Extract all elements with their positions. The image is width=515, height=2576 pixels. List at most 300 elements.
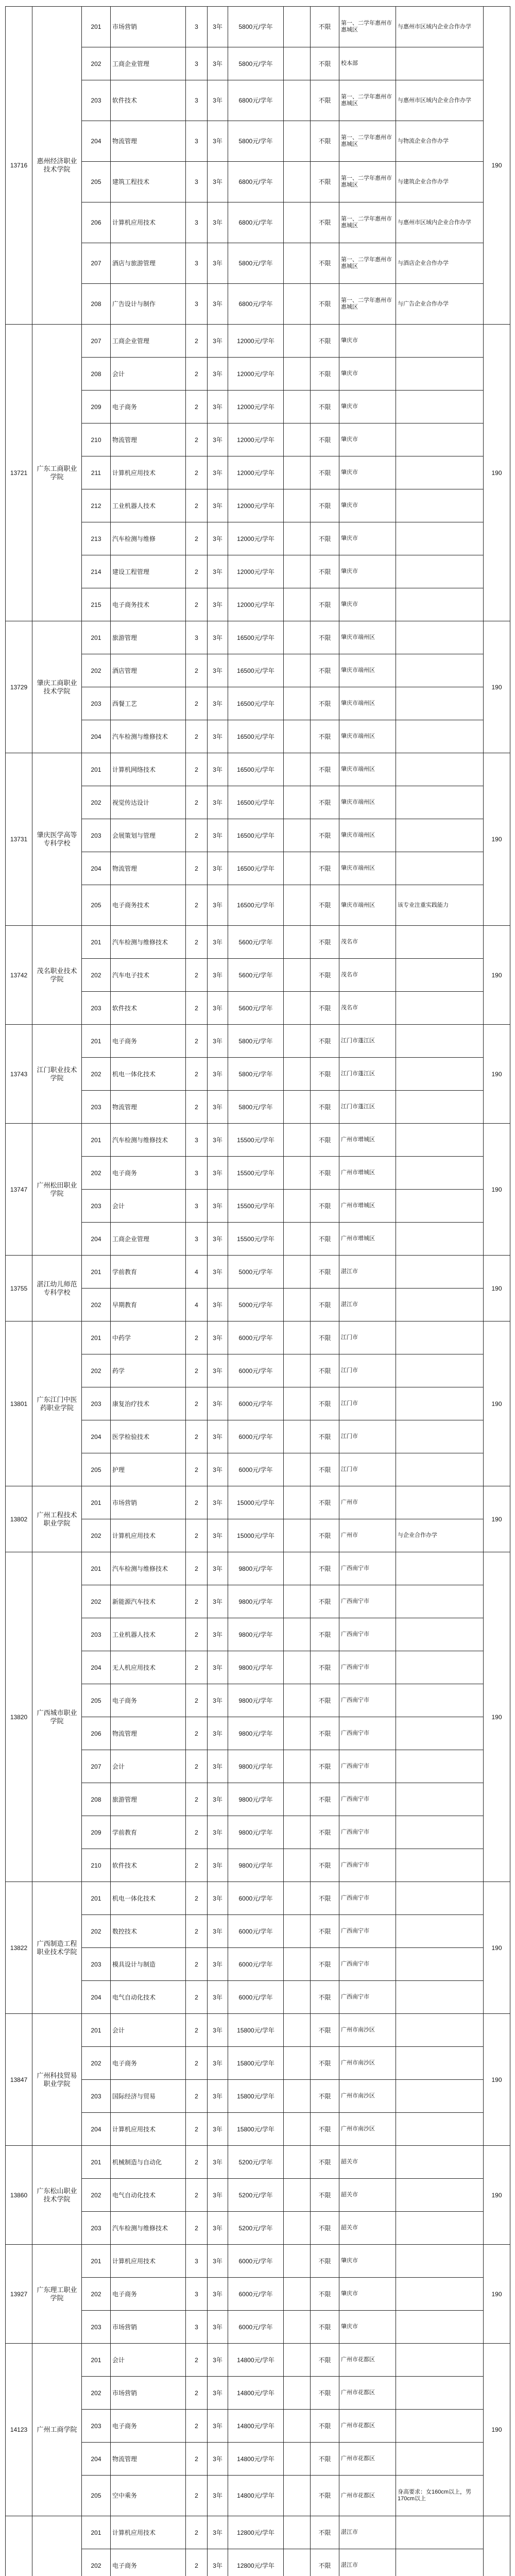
tuition-cell: 15500元/学年 [228,1223,284,1256]
physical-requirement-cell: 不限 [311,2080,339,2113]
remark-cell [284,1025,311,1058]
duration-cell: 3年 [208,852,228,885]
tuition-cell: 16500元/学年 [228,720,284,753]
plan-count-cell: 2 [186,2014,208,2047]
major-code-cell: 201 [82,2516,111,2549]
major-note-cell [396,852,484,885]
major-code-cell: 204 [82,720,111,753]
duration-cell: 3年 [208,2278,228,2311]
tuition-cell: 5600元/学年 [228,959,284,992]
tuition-cell: 15000元/学年 [228,1519,284,1552]
major-name-cell: 无人机应用技术 [111,1651,186,1684]
major-note-cell: 与惠州市区域内企业合作办学 [396,80,484,121]
location-cell: 广西南宁市 [339,1618,396,1651]
duration-cell: 3年 [208,1915,228,1948]
major-note-cell [396,2080,484,2113]
major-code-cell: 201 [82,1882,111,1915]
duration-cell: 3年 [208,1091,228,1124]
plan-count-cell: 2 [186,1684,208,1717]
location-cell: 韶关市 [339,2179,396,2212]
plan-count-cell: 2 [186,2179,208,2212]
location-cell: 肇庆市 [339,555,396,588]
duration-cell: 3年 [208,926,228,959]
remark-cell [284,1091,311,1124]
remark-cell [284,2344,311,2377]
remark-cell [284,1618,311,1651]
major-note-cell [396,2344,484,2377]
plan-count-cell: 2 [186,687,208,720]
remark-cell [284,2377,311,2410]
tuition-cell: 9800元/学年 [228,1552,284,1585]
remark-cell [284,1849,311,1882]
plan-count-cell: 2 [186,720,208,753]
tuition-cell: 16500元/学年 [228,885,284,926]
major-name-cell: 早期教育 [111,1289,186,1321]
remark-cell [284,786,311,819]
plan-count-cell: 2 [186,489,208,522]
remark-cell [284,121,311,162]
plan-count-cell: 2 [186,1882,208,1915]
remark-cell [284,992,311,1025]
tuition-cell: 5200元/学年 [228,2146,284,2179]
tuition-cell: 6000元/学年 [228,1387,284,1420]
physical-requirement-cell: 不限 [311,1816,339,1849]
duration-cell: 3年 [208,325,228,358]
major-note-cell [396,621,484,654]
table-row [6,621,510,654]
physical-requirement-cell: 不限 [311,423,339,456]
school-code-cell: 13820 [6,1552,32,1882]
plan-count-cell: 2 [186,1354,208,1387]
location-cell: 江门市 [339,1387,396,1420]
major-code-cell: 204 [82,1420,111,1453]
major-name-cell: 药学 [111,1354,186,1387]
major-code-cell: 209 [82,1816,111,1849]
remark-cell [284,654,311,687]
school-name-cell: 广东松山职业技术学院 [32,2146,82,2245]
plan-count-cell: 2 [186,1651,208,1684]
physical-requirement-cell: 不限 [311,1486,339,1519]
physical-requirement-cell: 不限 [311,2377,339,2410]
remark-cell [284,80,311,121]
min-score-cell: 190 [484,1025,510,1124]
location-cell: 广西南宁市 [339,1816,396,1849]
remark-cell [284,1321,311,1354]
physical-requirement-cell: 不限 [311,1750,339,1783]
major-name-cell: 会计 [111,2014,186,2047]
school-name-cell: 茂名职业技术学院 [32,926,82,1025]
major-note-cell [396,1717,484,1750]
plan-count-cell: 2 [186,786,208,819]
location-cell: 广州市南沙区 [339,2113,396,2146]
plan-count-cell: 2 [186,456,208,489]
major-name-cell: 空中乘务 [111,2476,186,2516]
plan-count-cell: 3 [186,7,208,47]
physical-requirement-cell: 不限 [311,284,339,325]
duration-cell: 3年 [208,1552,228,1585]
major-code-cell: 201 [82,2245,111,2278]
major-code-cell: 202 [82,786,111,819]
duration-cell: 3年 [208,489,228,522]
admission-plan-document [5,6,510,2576]
physical-requirement-cell: 不限 [311,1321,339,1354]
physical-requirement-cell: 不限 [311,1552,339,1585]
table-row [6,1124,510,1157]
school-name-cell: 广州松田职业学院 [32,1124,82,1256]
location-cell: 肇庆市 [339,358,396,391]
duration-cell: 3年 [208,2047,228,2080]
remark-cell [284,852,311,885]
physical-requirement-cell: 不限 [311,202,339,243]
duration-cell: 3年 [208,1256,228,1289]
location-cell: 肇庆市端州区 [339,621,396,654]
major-code-cell: 201 [82,1025,111,1058]
major-code-cell: 208 [82,284,111,325]
location-cell: 江门市蓬江区 [339,1058,396,1091]
major-name-cell: 会计 [111,2344,186,2377]
major-name-cell: 汽车检测与维修 [111,522,186,555]
tuition-cell: 6000元/学年 [228,1882,284,1915]
major-name-cell: 物流管理 [111,2443,186,2476]
school-code-cell: 13801 [6,1321,32,1486]
min-score-cell [484,2516,510,2576]
major-code-cell: 206 [82,202,111,243]
tuition-cell: 15800元/学年 [228,2047,284,2080]
major-code-cell: 202 [82,1157,111,1190]
major-code-cell: 201 [82,1486,111,1519]
location-cell: 广西南宁市 [339,1948,396,1981]
major-name-cell: 电子商务 [111,2549,186,2576]
major-name-cell: 市场营销 [111,2311,186,2344]
remark-cell [284,1387,311,1420]
major-name-cell: 建设工程管理 [111,555,186,588]
location-cell: 肇庆市端州区 [339,687,396,720]
physical-requirement-cell: 不限 [311,121,339,162]
duration-cell: 3年 [208,1750,228,1783]
remark-cell [284,358,311,391]
tuition-cell: 5800元/学年 [228,1091,284,1124]
duration-cell: 3年 [208,80,228,121]
duration-cell: 3年 [208,2377,228,2410]
major-note-cell [396,720,484,753]
remark-cell [284,555,311,588]
table-body [6,7,510,2576]
major-note-cell: 与酒店企业合作办学 [396,243,484,284]
physical-requirement-cell: 不限 [311,358,339,391]
location-cell: 第一、二学年惠州市惠城区 [339,202,396,243]
physical-requirement-cell: 不限 [311,2476,339,2516]
remark-cell [284,7,311,47]
duration-cell: 3年 [208,1981,228,2014]
physical-requirement-cell: 不限 [311,2245,339,2278]
remark-cell [284,391,311,423]
tuition-cell: 5800元/学年 [228,47,284,80]
school-code-cell: 13743 [6,1025,32,1124]
major-note-cell [396,1816,484,1849]
remark-cell [284,284,311,325]
location-cell: 江门市蓬江区 [339,1025,396,1058]
plan-count-cell: 2 [186,2516,208,2549]
plan-count-cell: 3 [186,162,208,202]
school-name-cell: 广西制造工程职业技术学院 [32,1882,82,2014]
location-cell: 肇庆市 [339,2311,396,2344]
plan-count-cell: 2 [186,1816,208,1849]
major-code-cell: 207 [82,243,111,284]
school-code-cell: 13747 [6,1124,32,1256]
physical-requirement-cell: 不限 [311,687,339,720]
plan-count-cell: 2 [186,2212,208,2245]
physical-requirement-cell: 不限 [311,522,339,555]
physical-requirement-cell: 不限 [311,1157,339,1190]
table-row [6,7,510,47]
remark-cell [284,1585,311,1618]
tuition-cell: 9800元/学年 [228,1684,284,1717]
tuition-cell: 6000元/学年 [228,1354,284,1387]
duration-cell: 3年 [208,7,228,47]
remark-cell [284,1157,311,1190]
school-name-cell: 惠州经济职业技术学院 [32,7,82,325]
physical-requirement-cell: 不限 [311,1453,339,1486]
plan-count-cell: 2 [186,2410,208,2443]
location-cell: 湛江市 [339,2549,396,2576]
duration-cell: 3年 [208,1585,228,1618]
location-cell: 广州市花都区 [339,2377,396,2410]
remark-cell [284,162,311,202]
plan-count-cell: 2 [186,1849,208,1882]
physical-requirement-cell: 不限 [311,959,339,992]
plan-count-cell: 3 [186,284,208,325]
major-note-cell [396,522,484,555]
tuition-cell: 14800元/学年 [228,2476,284,2516]
duration-cell: 3年 [208,2245,228,2278]
major-note-cell [396,1849,484,1882]
remark-cell [284,1354,311,1387]
plan-count-cell: 2 [186,1948,208,1981]
major-note-cell [396,1750,484,1783]
duration-cell: 3年 [208,2179,228,2212]
location-cell: 肇庆市 [339,522,396,555]
tuition-cell: 15500元/学年 [228,1190,284,1223]
major-code-cell: 204 [82,852,111,885]
major-code-cell: 203 [82,992,111,1025]
remark-cell [284,1420,311,1453]
duration-cell: 3年 [208,819,228,852]
location-cell: 肇庆市端州区 [339,885,396,926]
physical-requirement-cell: 不限 [311,1717,339,1750]
tuition-cell: 9800元/学年 [228,1618,284,1651]
major-name-cell: 工业机器人技术 [111,1618,186,1651]
major-code-cell: 202 [82,1354,111,1387]
major-name-cell: 模具设计与制造 [111,1948,186,1981]
major-code-cell: 202 [82,1289,111,1321]
plan-count-cell: 2 [186,391,208,423]
remark-cell [284,2179,311,2212]
major-code-cell: 207 [82,325,111,358]
duration-cell: 3年 [208,2311,228,2344]
tuition-cell: 9800元/学年 [228,1717,284,1750]
remark-cell [284,2080,311,2113]
plan-count-cell: 3 [186,121,208,162]
physical-requirement-cell: 不限 [311,2014,339,2047]
table-row [6,2344,510,2377]
major-name-cell: 电子商务 [111,1025,186,1058]
major-name-cell: 电子商务 [111,2410,186,2443]
plan-count-cell: 2 [186,423,208,456]
duration-cell: 3年 [208,1453,228,1486]
location-cell: 广西南宁市 [339,1882,396,1915]
major-note-cell [396,2549,484,2576]
duration-cell: 3年 [208,1058,228,1091]
tuition-cell: 12000元/学年 [228,588,284,621]
duration-cell: 3年 [208,1651,228,1684]
remark-cell [284,885,311,926]
major-note-cell [396,2410,484,2443]
major-name-cell: 计算机应用技术 [111,2245,186,2278]
major-note-cell [396,2278,484,2311]
tuition-cell: 6000元/学年 [228,2311,284,2344]
remark-cell [284,2146,311,2179]
plan-count-cell: 2 [186,1981,208,2014]
physical-requirement-cell: 不限 [311,1783,339,1816]
duration-cell: 3年 [208,423,228,456]
major-name-cell: 计算机应用技术 [111,1519,186,1552]
duration-cell: 3年 [208,2146,228,2179]
major-name-cell: 电子商务 [111,2278,186,2311]
major-note-cell [396,1552,484,1585]
physical-requirement-cell: 不限 [311,162,339,202]
tuition-cell: 14800元/学年 [228,2410,284,2443]
plan-count-cell: 2 [186,2443,208,2476]
remark-cell [284,1486,311,1519]
major-name-cell: 物流管理 [111,1091,186,1124]
remark-cell [284,47,311,80]
remark-cell [284,1915,311,1948]
major-code-cell: 203 [82,2311,111,2344]
major-note-cell [396,1124,484,1157]
major-code-cell: 201 [82,926,111,959]
min-score-cell: 190 [484,1486,510,1552]
plan-count-cell: 2 [186,1453,208,1486]
major-note-cell [396,456,484,489]
plan-count-cell: 3 [186,243,208,284]
major-code-cell: 201 [82,753,111,786]
physical-requirement-cell: 不限 [311,2443,339,2476]
tuition-cell: 6800元/学年 [228,162,284,202]
duration-cell: 3年 [208,2410,228,2443]
location-cell: 广西南宁市 [339,1783,396,1816]
major-name-cell: 软件技术 [111,992,186,1025]
physical-requirement-cell: 不限 [311,2113,339,2146]
tuition-cell: 6800元/学年 [228,80,284,121]
plan-count-cell: 3 [186,1157,208,1190]
physical-requirement-cell: 不限 [311,720,339,753]
major-name-cell: 电子商务 [111,1157,186,1190]
remark-cell [284,1882,311,1915]
plan-count-cell: 2 [186,1387,208,1420]
major-code-cell: 213 [82,522,111,555]
major-code-cell: 202 [82,2278,111,2311]
major-code-cell: 204 [82,121,111,162]
plan-count-cell: 2 [186,2377,208,2410]
physical-requirement-cell: 不限 [311,819,339,852]
duration-cell: 3年 [208,1684,228,1717]
school-code-cell: 13822 [6,1882,32,2014]
major-name-cell: 会计 [111,1190,186,1223]
school-code-cell [6,2516,32,2576]
physical-requirement-cell: 不限 [311,1948,339,1981]
table-row [6,2516,510,2549]
physical-requirement-cell: 不限 [311,1223,339,1256]
major-name-cell: 会展策划与管理 [111,819,186,852]
remark-cell [284,959,311,992]
physical-requirement-cell: 不限 [311,992,339,1025]
major-name-cell: 医学检验技术 [111,1420,186,1453]
location-cell: 肇庆市端州区 [339,819,396,852]
major-code-cell: 206 [82,1717,111,1750]
location-cell: 肇庆市端州区 [339,753,396,786]
major-code-cell: 203 [82,2410,111,2443]
tuition-cell: 6000元/学年 [228,2278,284,2311]
major-code-cell: 212 [82,489,111,522]
major-code-cell: 207 [82,1750,111,1783]
major-name-cell: 汽车检测与维修技术 [111,926,186,959]
duration-cell: 3年 [208,2080,228,2113]
table-row [6,1321,510,1354]
major-note-cell: 该专业注重实践能力 [396,885,484,926]
duration-cell: 3年 [208,753,228,786]
major-name-cell: 中药学 [111,1321,186,1354]
tuition-cell: 9800元/学年 [228,1849,284,1882]
table-row [6,753,510,786]
major-code-cell: 205 [82,1453,111,1486]
major-note-cell [396,423,484,456]
school-name-cell: 广东江门中医药职业学院 [32,1321,82,1486]
major-name-cell: 电子商务 [111,1684,186,1717]
duration-cell: 3年 [208,1420,228,1453]
plan-count-cell: 3 [186,2311,208,2344]
location-cell: 肇庆市端州区 [339,786,396,819]
physical-requirement-cell: 不限 [311,1354,339,1387]
physical-requirement-cell: 不限 [311,555,339,588]
school-code-cell: 14123 [6,2344,32,2516]
remark-cell [284,926,311,959]
location-cell: 肇庆市 [339,2245,396,2278]
major-name-cell: 汽车检测与维修技术 [111,1124,186,1157]
location-cell: 肇庆市 [339,2278,396,2311]
tuition-cell: 5200元/学年 [228,2212,284,2245]
major-note-cell [396,2014,484,2047]
tuition-cell: 5800元/学年 [228,121,284,162]
physical-requirement-cell: 不限 [311,1849,339,1882]
remark-cell [284,1948,311,1981]
plan-count-cell: 2 [186,1783,208,1816]
major-note-cell [396,1783,484,1816]
plan-count-cell: 2 [186,2047,208,2080]
major-code-cell: 209 [82,391,111,423]
location-cell: 广西南宁市 [339,1585,396,1618]
physical-requirement-cell: 不限 [311,2516,339,2549]
major-code-cell: 202 [82,1519,111,1552]
plan-count-cell: 2 [186,1420,208,1453]
major-name-cell: 市场营销 [111,7,186,47]
plan-count-cell: 2 [186,1618,208,1651]
major-note-cell [396,391,484,423]
school-code-cell: 13721 [6,325,32,621]
school-name-cell: 广州科技贸易职业学院 [32,2014,82,2146]
major-note-cell [396,1157,484,1190]
major-note-cell: 与惠州市区域内企业合作办学 [396,7,484,47]
remark-cell [284,1289,311,1321]
